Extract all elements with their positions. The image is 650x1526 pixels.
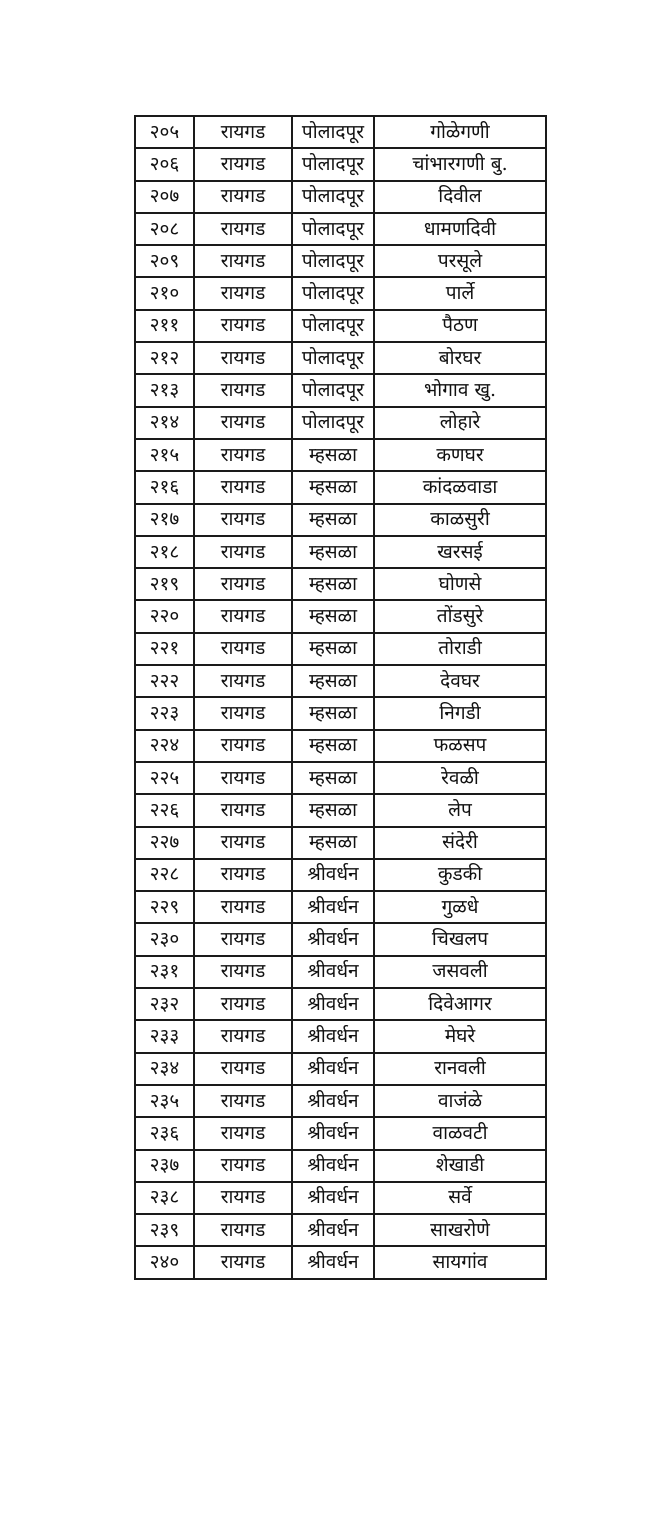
table-row [135,536,546,568]
serial-number-cell: २१८ [135,536,194,568]
taluka-cell: म्हसळा [292,471,374,503]
taluka-cell: श्रीवर्धन [292,956,374,988]
table-row [135,794,546,826]
taluka-cell: श्रीवर्धन [292,1053,374,1085]
district-cell: रायगड [194,1117,292,1149]
village-cell: संदेरी [374,827,546,859]
taluka-cell: पोलादपूर [292,407,374,439]
serial-number-cell: २३० [135,923,194,955]
taluka-cell: म्हसळा [292,665,374,697]
table-row [135,633,546,665]
serial-number-cell: २२५ [135,762,194,794]
district-cell: रायगड [194,1246,292,1278]
table-row [135,374,546,406]
district-cell: रायगड [194,600,292,632]
serial-number-cell: २२६ [135,794,194,826]
table-row [135,1020,546,1052]
district-cell: रायगड [194,956,292,988]
serial-number-cell: २२२ [135,665,194,697]
serial-number-cell: २०७ [135,181,194,213]
village-cell: भोगाव खु. [374,374,546,406]
village-cell: काळसुरी [374,504,546,536]
village-cell: रानवली [374,1053,546,1085]
taluka-cell: म्हसळा [292,794,374,826]
serial-number-cell: २२१ [135,633,194,665]
serial-number-cell: २३५ [135,1085,194,1117]
serial-number-cell: २१४ [135,407,194,439]
village-cell: पार्ले [374,277,546,309]
village-cell: कांदळवाडा [374,471,546,503]
taluka-cell: म्हसळा [292,568,374,600]
taluka-cell: पोलादपूर [292,374,374,406]
village-cell: गोळेगणी [374,116,546,148]
district-cell: रायगड [194,374,292,406]
taluka-cell: श्रीवर्धन [292,923,374,955]
table-row [135,342,546,374]
taluka-cell: म्हसळा [292,730,374,762]
village-table [134,115,547,1280]
serial-number-cell: २२३ [135,697,194,729]
serial-number-cell: २३७ [135,1150,194,1182]
district-cell: रायगड [194,1020,292,1052]
village-cell: परसूले [374,245,546,277]
village-cell: वाजंळे [374,1085,546,1117]
village-cell: फळसप [374,730,546,762]
district-cell: रायगड [194,310,292,342]
taluka-cell: श्रीवर्धन [292,988,374,1020]
district-cell: रायगड [194,665,292,697]
district-cell: रायगड [194,1053,292,1085]
table-row [135,859,546,891]
table-row [135,245,546,277]
serial-number-cell: २३१ [135,956,194,988]
taluka-cell: श्रीवर्धन [292,1182,374,1214]
serial-number-cell: २२९ [135,891,194,923]
village-cell: सर्वे [374,1182,546,1214]
village-cell: रेवळी [374,762,546,794]
serial-number-cell: २२७ [135,827,194,859]
taluka-cell: म्हसळा [292,439,374,471]
taluka-cell: श्रीवर्धन [292,1085,374,1117]
serial-number-cell: २१९ [135,568,194,600]
table-row [135,471,546,503]
serial-number-cell: २३४ [135,1053,194,1085]
village-cell: दिवेआगर [374,988,546,1020]
table-row [135,310,546,342]
village-cell: तोराडी [374,633,546,665]
district-cell: रायगड [194,697,292,729]
table-row [135,213,546,245]
table-row [135,1053,546,1085]
village-cell: बोरघर [374,342,546,374]
village-table-body [135,116,546,1279]
table-row [135,762,546,794]
taluka-cell: श्रीवर्धन [292,1150,374,1182]
taluka-cell: म्हसळा [292,633,374,665]
serial-number-cell: २२० [135,600,194,632]
serial-number-cell: २३२ [135,988,194,1020]
village-cell: दिवील [374,181,546,213]
table-row [135,148,546,180]
taluka-cell: श्रीवर्धन [292,891,374,923]
serial-number-cell: २३६ [135,1117,194,1149]
district-cell: रायगड [194,504,292,536]
district-cell: रायगड [194,923,292,955]
table-row [135,568,546,600]
taluka-cell: म्हसळा [292,762,374,794]
table-row [135,923,546,955]
table-row [135,407,546,439]
district-cell: रायगड [194,181,292,213]
taluka-cell: श्रीवर्धन [292,859,374,891]
taluka-cell: म्हसळा [292,600,374,632]
serial-number-cell: २०९ [135,245,194,277]
serial-number-cell: २१२ [135,342,194,374]
village-cell: तोंडसुरे [374,600,546,632]
table-row [135,956,546,988]
table-row [135,181,546,213]
village-cell: खरसई [374,536,546,568]
district-cell: रायगड [194,1085,292,1117]
district-cell: रायगड [194,891,292,923]
serial-number-cell: २०६ [135,148,194,180]
village-cell: घोणसे [374,568,546,600]
table-row [135,116,546,148]
district-cell: रायगड [194,827,292,859]
table-row [135,988,546,1020]
village-cell: देवघर [374,665,546,697]
taluka-cell: पोलादपूर [292,181,374,213]
district-cell: रायगड [194,1214,292,1246]
district-cell: रायगड [194,245,292,277]
village-cell: धामणदिवी [374,213,546,245]
table-row [135,439,546,471]
district-cell: रायगड [194,633,292,665]
district-cell: रायगड [194,1150,292,1182]
taluka-cell: म्हसळा [292,536,374,568]
village-cell: कणघर [374,439,546,471]
village-cell: चिखलप [374,923,546,955]
district-cell: रायगड [194,407,292,439]
village-cell: सायगांव [374,1246,546,1278]
serial-number-cell: २२४ [135,730,194,762]
village-cell: शेखाडी [374,1150,546,1182]
district-cell: रायगड [194,536,292,568]
table-row [135,600,546,632]
district-cell: रायगड [194,213,292,245]
village-cell: लोहारे [374,407,546,439]
table-row [135,697,546,729]
district-cell: रायगड [194,439,292,471]
district-cell: रायगड [194,730,292,762]
village-cell: लेप [374,794,546,826]
district-cell: रायगड [194,988,292,1020]
serial-number-cell: २१३ [135,374,194,406]
serial-number-cell: २३९ [135,1214,194,1246]
table-row [135,1182,546,1214]
serial-number-cell: २३३ [135,1020,194,1052]
taluka-cell: म्हसळा [292,697,374,729]
district-cell: रायगड [194,277,292,309]
district-cell: रायगड [194,794,292,826]
taluka-cell: म्हसळा [292,504,374,536]
district-cell: रायगड [194,342,292,374]
village-cell: साखरोणे [374,1214,546,1246]
district-cell: रायगड [194,148,292,180]
taluka-cell: श्रीवर्धन [292,1020,374,1052]
district-cell: रायगड [194,568,292,600]
taluka-cell: पोलादपूर [292,213,374,245]
serial-number-cell: २१५ [135,439,194,471]
taluka-cell: श्रीवर्धन [292,1246,374,1278]
table-row [135,665,546,697]
table-row [135,1117,546,1149]
village-cell: वाळवटी [374,1117,546,1149]
taluka-cell: पोलादपूर [292,310,374,342]
taluka-cell: म्हसळा [292,827,374,859]
serial-number-cell: २४० [135,1246,194,1278]
serial-number-cell: २२८ [135,859,194,891]
taluka-cell: पोलादपूर [292,342,374,374]
village-cell: चांभारगणी बु. [374,148,546,180]
district-cell: रायगड [194,859,292,891]
taluka-cell: श्रीवर्धन [292,1214,374,1246]
district-cell: रायगड [194,116,292,148]
village-cell: जसवली [374,956,546,988]
serial-number-cell: २०५ [135,116,194,148]
village-cell: मेघरे [374,1020,546,1052]
district-cell: रायगड [194,471,292,503]
taluka-cell: पोलादपूर [292,277,374,309]
serial-number-cell: २१६ [135,471,194,503]
village-cell: गुळधे [374,891,546,923]
table-row [135,1085,546,1117]
serial-number-cell: २१७ [135,504,194,536]
district-cell: रायगड [194,1182,292,1214]
table-row [135,277,546,309]
district-cell: रायगड [194,762,292,794]
table-row [135,504,546,536]
taluka-cell: पोलादपूर [292,148,374,180]
taluka-cell: पोलादपूर [292,245,374,277]
serial-number-cell: २१० [135,277,194,309]
village-cell: पैठण [374,310,546,342]
taluka-cell: पोलादपूर [292,116,374,148]
table-row [135,1150,546,1182]
serial-number-cell: २०८ [135,213,194,245]
serial-number-cell: २११ [135,310,194,342]
table-row [135,891,546,923]
village-cell: कुडकी [374,859,546,891]
village-cell: निगडी [374,697,546,729]
table-row [135,1214,546,1246]
table-row [135,827,546,859]
table-row [135,1246,546,1278]
taluka-cell: श्रीवर्धन [292,1117,374,1149]
serial-number-cell: २३८ [135,1182,194,1214]
table-row [135,730,546,762]
